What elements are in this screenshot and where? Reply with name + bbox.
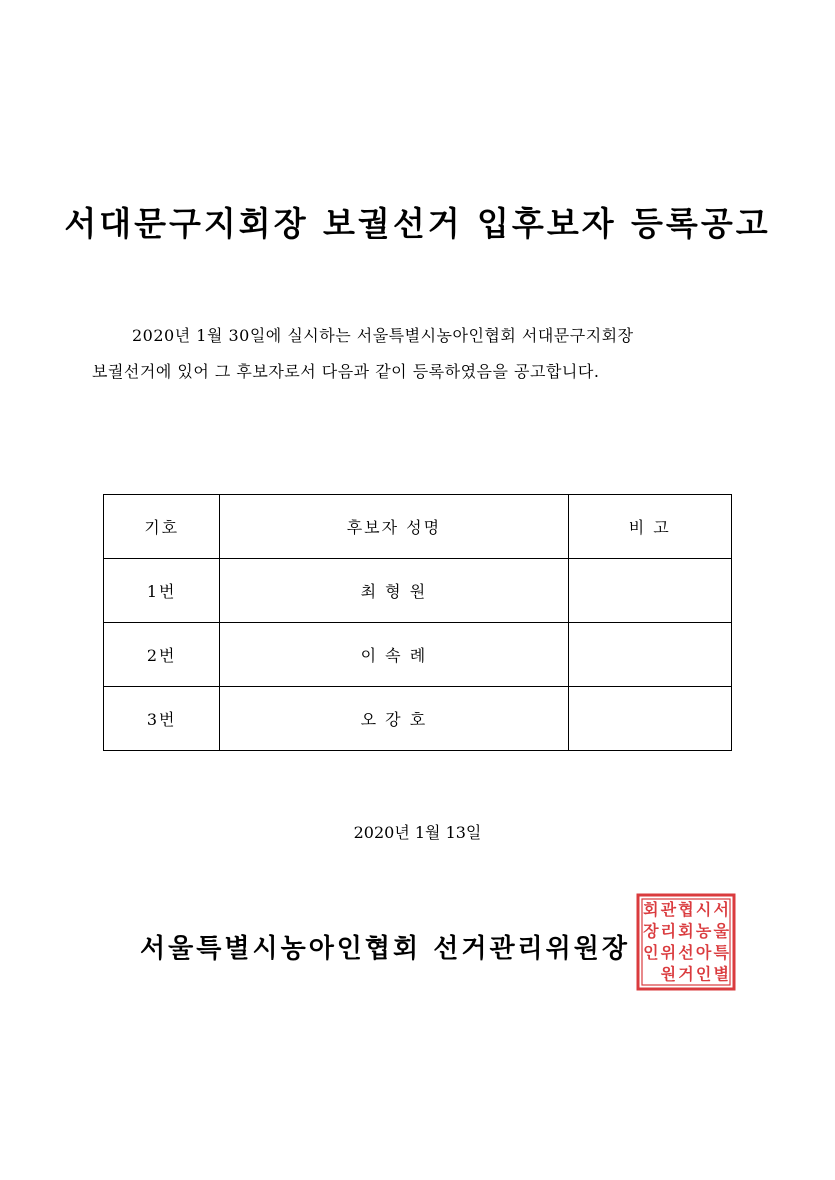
cell-number: 2번 xyxy=(104,623,220,687)
seal-glyph: 회 xyxy=(643,899,659,919)
cell-candidate-name: 최 형 원 xyxy=(220,559,568,623)
seal-glyph: 장 xyxy=(643,921,659,941)
table-row xyxy=(104,623,732,687)
seal-glyph: 아 xyxy=(695,942,712,962)
seal-glyph: 선 xyxy=(678,942,694,962)
signature-organization: 서울특별시농아인협회 선거관리위원장 xyxy=(140,934,631,964)
seal-lettering xyxy=(643,900,729,984)
header-remarks: 비 고 xyxy=(568,495,732,559)
seal-glyph: 울 xyxy=(713,921,729,941)
cell-candidate-name: 이 속 례 xyxy=(220,623,568,687)
cell-remarks xyxy=(568,623,732,687)
official-seal-stamp xyxy=(636,893,736,991)
candidate-table xyxy=(103,494,732,751)
seal-glyph: 리 xyxy=(660,921,677,941)
cell-remarks xyxy=(568,559,732,623)
cell-candidate-name: 오 강 호 xyxy=(220,687,568,751)
table-header-row xyxy=(104,495,732,559)
seal-glyph: 회 xyxy=(678,921,694,941)
seal-glyph: 원 xyxy=(660,964,677,984)
cell-number: 1번 xyxy=(104,559,220,623)
seal-glyph: 시 xyxy=(695,899,712,919)
seal-glyph: 협 xyxy=(678,899,694,919)
header-candidate-name: 후보자 성명 xyxy=(220,495,568,559)
seal-glyph: 별 xyxy=(713,964,729,984)
seal-glyph: 인 xyxy=(695,964,712,984)
notice-line-1: 2020년 1월 30일에 실시하는 서울특별시농아인협회 서대문구지회장 xyxy=(132,326,634,345)
announcement-date: 2020년 1월 13일 xyxy=(353,823,482,842)
table-row xyxy=(104,559,732,623)
document-title: 서대문구지회장 보궐선거 입후보자 등록공고 xyxy=(64,204,771,243)
notice-paragraph xyxy=(92,318,752,390)
seal-glyph: 서 xyxy=(713,899,729,919)
seal-glyph: 관 xyxy=(660,899,677,919)
seal-glyph: 거 xyxy=(678,964,694,984)
seal-glyph: 특 xyxy=(713,942,729,962)
seal-glyph: 위 xyxy=(660,942,677,962)
table-row xyxy=(104,687,732,751)
seal-glyph: 인 xyxy=(643,942,659,962)
header-number: 기호 xyxy=(104,495,220,559)
cell-remarks xyxy=(568,687,732,751)
cell-number: 3번 xyxy=(104,687,220,751)
seal-glyph: 농 xyxy=(695,921,712,941)
notice-line-2: 보궐선거에 있어 그 후보자로서 다음과 같이 등록하였음을 공고합니다. xyxy=(92,362,600,381)
